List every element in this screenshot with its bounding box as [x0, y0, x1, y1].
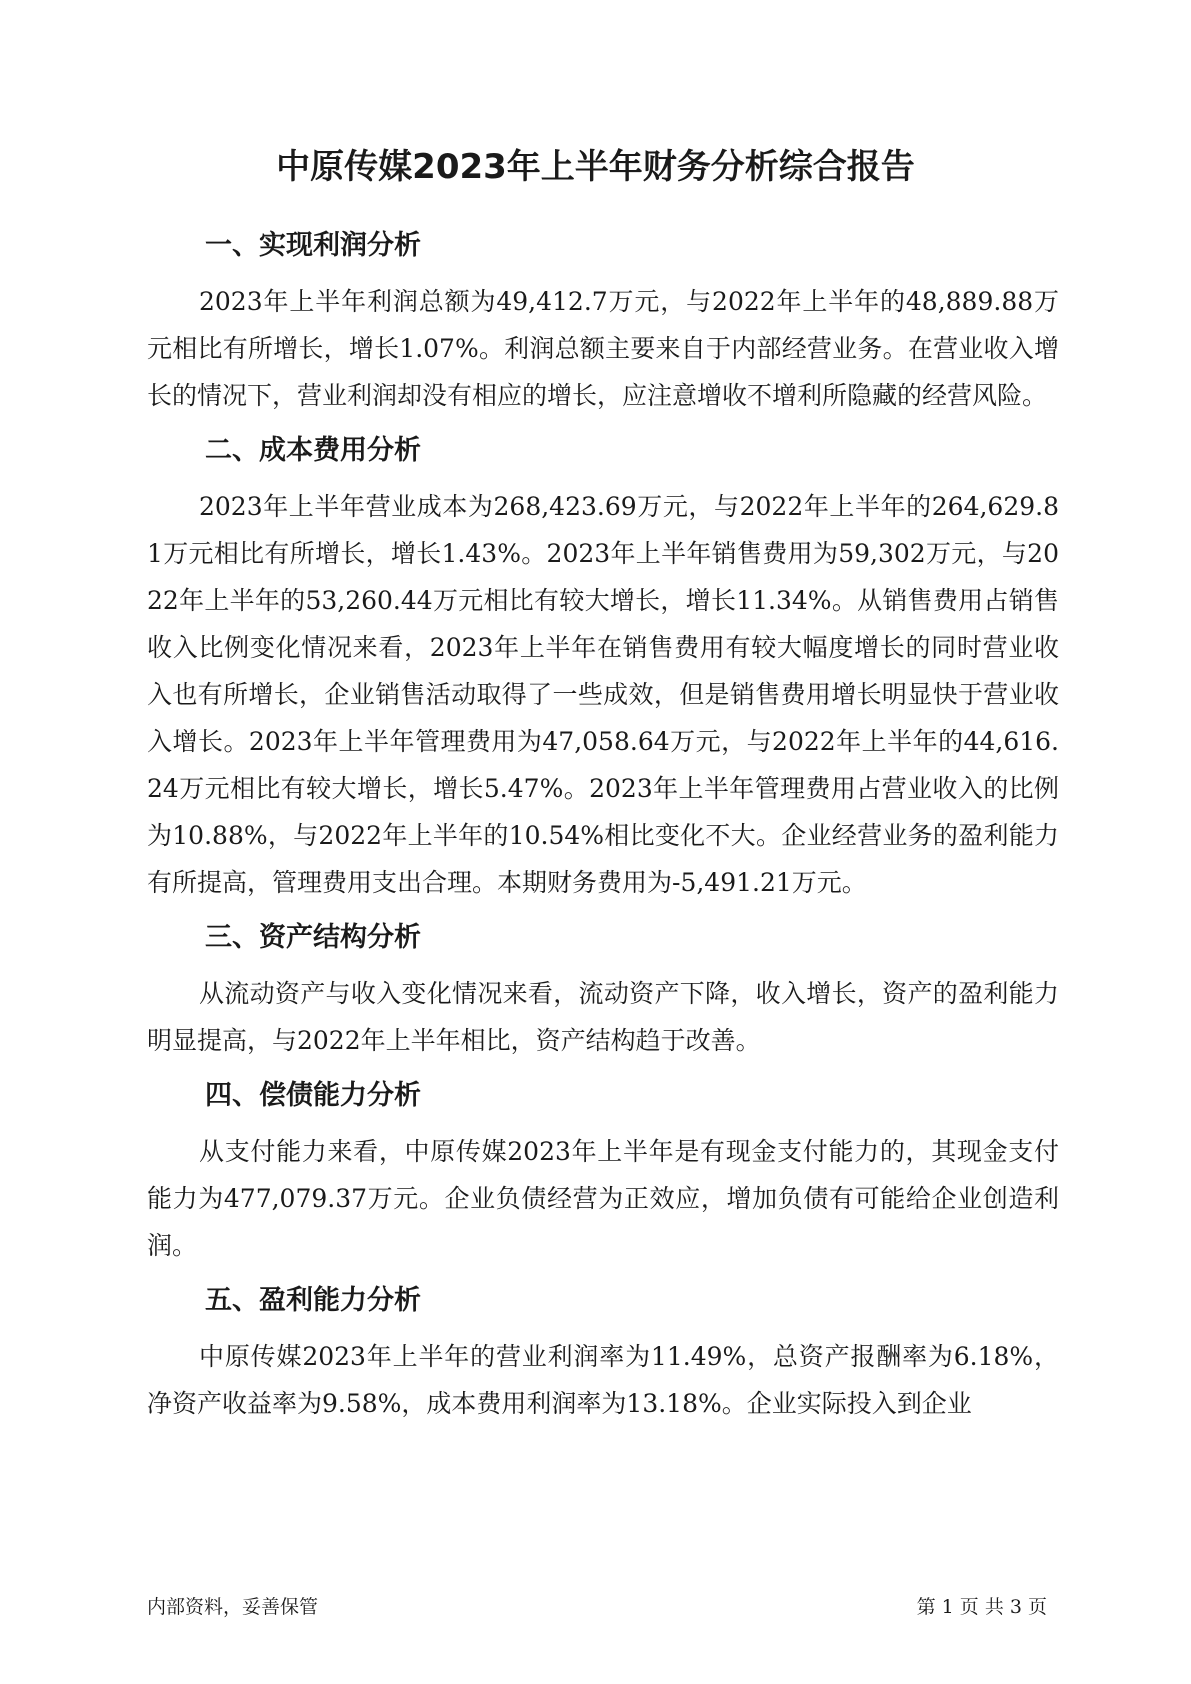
document-body — [147, 222, 1059, 1435]
document-title: 中原传媒2023年上半年财务分析综合报告 — [276, 147, 915, 187]
footer-confidential-note: 内部资料，妥善保管 — [147, 1596, 319, 1618]
section-paragraph-assets: 从流动资产与收入变化情况来看，流动资产下降，收入增长，资产的盈利能力明显提高，与2022年上半年相比，资产结构趋于改善。 — [147, 979, 1059, 1055]
section-paragraph-cost: 2023年上半年营业成本为268,423.69万元，与2022年上半年的264,629.81万元相比有所增长，增长1.43%。2023年上半年销售费用为59,302万元，与2022年上半年的53,260.44万元相比有较大增长，增长11.34%。从销售费用占销售收入比例变化情况来看，2023年上半年在销售费用有较大幅度增长的同时营业收入也有所增长，企业销售活动取得了一些成效，但是销售费用增长明显快于营业收入增长。2023年上半年管理费用为47,058.64万元，与2022年上半年的44,616.24万元相比有较大增长，增长5.47%。2023年上半年管理费用占营业收入的比例为10.88%，与2022年上半年的10.54%相比变化不大。企业经营业务的盈利能力有所提高，管理费用支出合理。本期财务费用为-5,491.21万元。 — [147, 492, 1059, 897]
section-heading-assets: 三、资产结构分析 — [205, 922, 421, 953]
footer-page-number: 第 1 页 共 3 页 — [916, 1596, 1047, 1618]
section-paragraph-profitability: 中原传媒2023年上半年的营业利润率为11.49%，总资产报酬率为6.18%，净资产收益率为9.58%，成本费用利润率为13.18%。企业实际投入到企业 — [147, 1342, 1059, 1418]
section-paragraph-profit: 2023年上半年利润总额为49,412.7万元，与2022年上半年的48,889.88万元相比有所增长，增长1.07%。利润总额主要来自于内部经营业务。在营业收入增长的情况下，营业利润却没有相应的增长，应注意增收不增利所隐藏的经营风险。 — [147, 287, 1059, 410]
section-heading-solvency: 四、偿债能力分析 — [205, 1080, 421, 1111]
section-heading-cost: 二、成本费用分析 — [205, 435, 421, 466]
section-heading-profitability: 五、盈利能力分析 — [205, 1285, 421, 1316]
section-paragraph-solvency: 从支付能力来看，中原传媒2023年上半年是有现金支付能力的，其现金支付能力为477,079.37万元。企业负债经营为正效应，增加负债有可能给企业创造利润。 — [147, 1137, 1059, 1260]
section-heading-profit: 一、实现利润分析 — [205, 230, 421, 261]
